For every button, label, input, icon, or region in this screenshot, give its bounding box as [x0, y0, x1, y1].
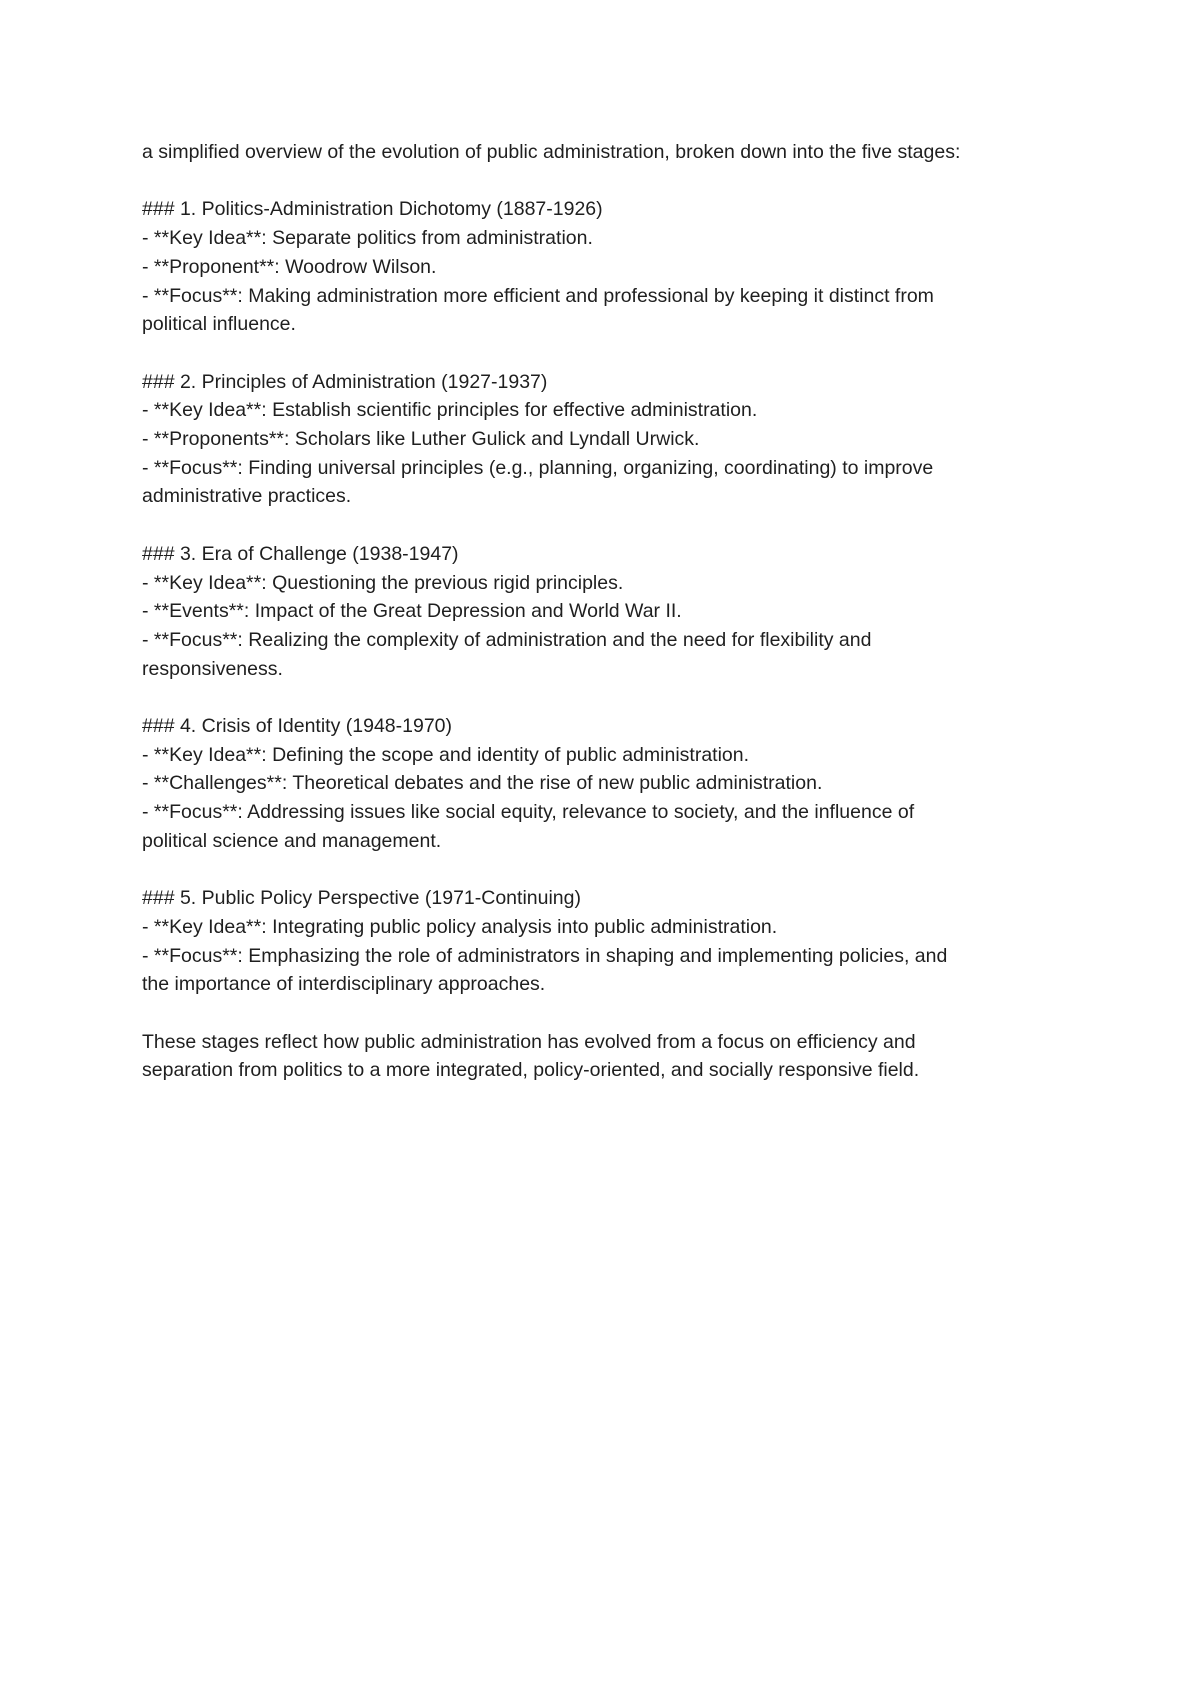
intro-text: a simplified overview of the evolution of public administration, broken down into the five stages:	[142, 141, 961, 163]
conclusion-line: separation from politics to a more integrated, policy-oriented, and socially responsive field.	[142, 1059, 920, 1082]
section-4	[142, 712, 1082, 856]
section-heading: ### 2. Principles of Administration (1927-1937)	[142, 370, 548, 393]
section-5	[142, 884, 1082, 999]
section-line: - **Events**: Impact of the Great Depression and World War II.	[142, 600, 682, 623]
section-line: the importance of interdisciplinary approaches.	[142, 973, 546, 996]
section-line: - **Key Idea**: Integrating public policy analysis into public administration.	[142, 915, 778, 938]
section-line: - **Focus**: Finding universal principles (e.g., planning, organizing, coordinating) to improve	[142, 456, 934, 479]
spacer	[142, 999, 1082, 1028]
section-2	[142, 368, 1082, 512]
section-line: - **Focus**: Emphasizing the role of administrators in shaping and implementing policies, and	[142, 944, 948, 967]
section-line: - **Challenges**: Theoretical debates and the rise of new public administration.	[142, 772, 823, 795]
conclusion	[142, 1028, 1082, 1085]
document-page	[142, 138, 1082, 1085]
section-line: - **Focus**: Making administration more efficient and professional by keeping it distinct from	[142, 284, 934, 307]
section-line: administrative practices.	[142, 485, 352, 508]
section-line: - **Focus**: Addressing issues like social equity, relevance to society, and the influence of	[142, 801, 915, 824]
spacer	[142, 167, 1082, 196]
section-1	[142, 195, 1082, 339]
section-heading: ### 1. Politics-Administration Dichotomy (1887-1926)	[142, 198, 603, 221]
section-line: - **Key Idea**: Questioning the previous rigid principles.	[142, 571, 624, 594]
section-heading: ### 4. Crisis of Identity (1948-1970)	[142, 715, 453, 737]
spacer	[142, 511, 1082, 540]
conclusion-line: These stages reflect how public administration has evolved from a focus on efficiency and	[142, 1030, 916, 1053]
section-heading: ### 3. Era of Challenge (1938-1947)	[142, 542, 459, 565]
section-line: - **Key Idea**: Separate politics from administration.	[142, 227, 593, 250]
section-line: political influence.	[142, 313, 296, 336]
section-line: - **Key Idea**: Establish scientific principles for effective administration.	[142, 399, 758, 422]
spacer	[142, 856, 1082, 885]
section-line: - **Proponent**: Woodrow Wilson.	[142, 255, 437, 278]
section-line: political science and management.	[142, 829, 442, 852]
section-3	[142, 540, 1082, 684]
spacer	[142, 683, 1082, 712]
section-line: - **Proponents**: Scholars like Luther Gulick and Lyndall Urwick.	[142, 428, 700, 450]
spacer	[142, 339, 1082, 368]
section-line: - **Key Idea**: Defining the scope and identity of public administration.	[142, 743, 750, 766]
section-line: - **Focus**: Realizing the complexity of administration and the need for flexibility and	[142, 628, 872, 651]
section-line: responsiveness.	[142, 657, 283, 680]
section-heading: ### 5. Public Policy Perspective (1971-Continuing)	[142, 887, 581, 910]
